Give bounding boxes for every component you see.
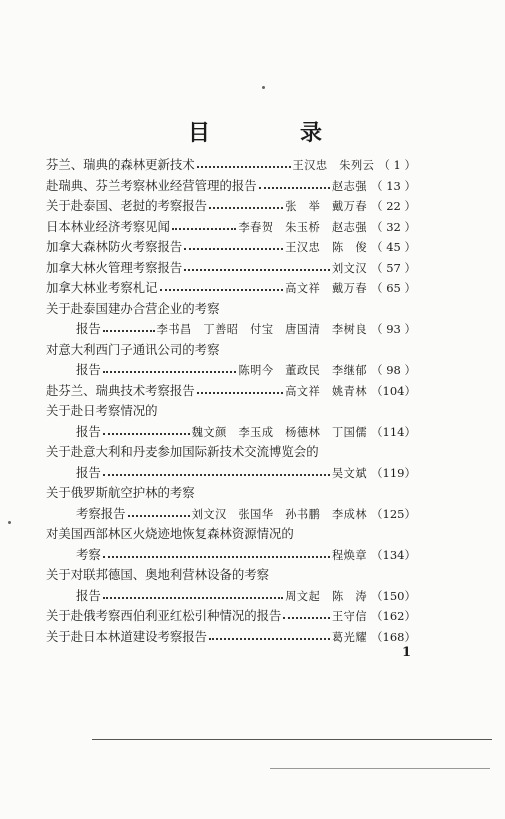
toc-entry-title: 报告 xyxy=(76,464,101,480)
toc-entry-authors: 高文祥 戴万春 xyxy=(285,282,368,295)
toc-entry xyxy=(46,565,416,586)
toc-entry-authors: 魏文颜 李玉成 杨德林 丁国儒 xyxy=(191,425,368,439)
toc-entry-authors: 赵志强 xyxy=(331,179,368,193)
dot-leader xyxy=(172,228,237,230)
toc-entry-title: 对美国西部林区火烧迹地恢复森林资源情况的 xyxy=(46,526,294,541)
toc-entry xyxy=(46,483,416,504)
toc-entry xyxy=(46,155,416,176)
toc-entry xyxy=(46,278,416,299)
dot-leader xyxy=(209,207,283,209)
toc-entry-authors: 周文起 陈 涛 xyxy=(285,589,368,603)
toc-entry-title: 芬兰、瑞典的森林更新技术 xyxy=(46,157,195,172)
toc-entry xyxy=(46,196,416,217)
toc-entry-authors: 王守信 xyxy=(331,610,368,623)
toc-entry-title: 加拿大森林防火考察报告 xyxy=(46,239,183,254)
toc-entry-title: 对意大利西门子通讯公司的考察 xyxy=(46,341,220,357)
dot-leader xyxy=(160,289,284,291)
toc-entry-title: 关于赴日考察情况的 xyxy=(46,403,158,418)
print-speck xyxy=(8,521,11,524)
toc-entry-authors: 李书昌 丁善昭 付宝 唐国清 李树良 xyxy=(156,323,368,336)
toc-entry xyxy=(46,381,416,402)
toc-entry-authors: 高文祥 姚青林 xyxy=(285,384,368,398)
toc-entry-title: 关于俄罗斯航空护林的考察 xyxy=(46,485,195,500)
toc-entry xyxy=(46,463,416,484)
toc-entry xyxy=(46,258,416,279)
dot-leader xyxy=(103,597,283,599)
dot-leader xyxy=(103,330,155,332)
dot-leader xyxy=(259,187,330,189)
toc-entry xyxy=(46,586,416,607)
toc-entry-page: （114） xyxy=(371,424,416,439)
toc-entry-title: 报告 xyxy=(76,321,101,336)
page-number: 1 xyxy=(402,645,412,660)
toc-entry-title: 考察 xyxy=(76,546,101,562)
toc-entry xyxy=(46,627,416,648)
bottom-rule-faint xyxy=(270,768,490,769)
bottom-rule xyxy=(92,739,492,740)
toc-entry-page: （ 32 ） xyxy=(371,219,416,234)
print-speck xyxy=(262,86,265,89)
toc-entry-title: 报告 xyxy=(76,362,101,377)
toc-entry-page: （104） xyxy=(371,383,416,398)
page-title: 目 录 xyxy=(188,120,357,146)
toc-entry xyxy=(46,545,416,566)
toc-entry-title: 关于赴泰国建办合营企业的考察 xyxy=(46,300,220,316)
toc-entry xyxy=(46,217,416,238)
toc-entry-title: 考察报告 xyxy=(76,505,126,521)
toc-entry-page: （134） xyxy=(371,547,416,562)
toc-entry xyxy=(46,360,416,381)
toc-entry-authors: 刘文汉 xyxy=(331,261,368,275)
toc-entry-title: 赴瑞典、芬兰考察林业经营管理的报告 xyxy=(46,177,257,193)
toc-entry-page: （125） xyxy=(371,506,416,521)
dot-leader xyxy=(103,433,190,435)
dot-leader xyxy=(197,166,291,168)
toc-entry-page: （ 93 ） xyxy=(371,322,416,336)
toc-entry-title: 加拿大林业考察札记 xyxy=(46,280,158,295)
toc-entry-page: （119） xyxy=(371,465,416,480)
dot-leader xyxy=(103,474,330,476)
dot-leader xyxy=(184,269,330,271)
toc-entry xyxy=(46,340,416,361)
toc-entry-page: （150） xyxy=(371,588,416,603)
toc-entry xyxy=(46,524,416,545)
dot-leader xyxy=(197,392,284,394)
toc-entry-page: （ 13 ） xyxy=(371,178,416,193)
table-of-contents xyxy=(46,155,416,647)
toc-entry-page: （168） xyxy=(371,629,416,644)
toc-entry-page: （ 45 ） xyxy=(371,240,416,254)
toc-entry-title: 关于赴日本林道建设考察报告 xyxy=(46,628,208,644)
toc-entry-authors: 陈明今 董政民 李继郁 xyxy=(238,364,368,377)
toc-entry-page: （ 57 ） xyxy=(371,260,416,275)
toc-entry-page: （ 1 ） xyxy=(378,158,416,172)
toc-entry xyxy=(46,442,416,463)
toc-entry xyxy=(46,401,416,422)
toc-entry-authors: 李春贺 朱玉桥 赵志强 xyxy=(238,220,368,234)
toc-entry xyxy=(46,299,416,320)
toc-entry-authors: 葛光耀 xyxy=(331,630,368,644)
dot-leader xyxy=(128,515,190,517)
toc-entry xyxy=(46,422,416,443)
toc-entry-title: 关于赴意大利和丹麦参加国际新技术交流博览会的 xyxy=(46,444,319,459)
dot-leader xyxy=(283,617,330,619)
toc-entry-page: （ 65 ） xyxy=(371,281,416,295)
toc-entry xyxy=(46,504,416,525)
toc-entry xyxy=(46,237,416,258)
toc-entry-title: 日本林业经济考察见闻 xyxy=(46,218,170,234)
dot-leader xyxy=(184,248,283,250)
toc-entry xyxy=(46,606,416,627)
dot-leader xyxy=(209,638,330,640)
toc-entry-title: 关于赴泰国、老挝的考察报告 xyxy=(46,198,208,213)
toc-entry-authors: 吴文斌 xyxy=(331,466,368,480)
toc-entry-authors: 王汉忠 朱列云 xyxy=(292,159,375,172)
toc-entry xyxy=(46,176,416,197)
toc-entry-title: 加拿大林火管理考察报告 xyxy=(46,259,183,275)
toc-entry-authors: 程焕章 xyxy=(331,548,368,562)
toc-entry-authors: 张 举 戴万春 xyxy=(285,200,368,213)
toc-entry-page: （162） xyxy=(371,609,416,623)
toc-entry-page: （ 98 ） xyxy=(371,363,416,377)
toc-entry-title: 关于赴俄考察西伯利亚红松引种情况的报告 xyxy=(46,608,282,623)
toc-entry-title: 关于对联邦德国、奥地利营林设备的考察 xyxy=(46,567,270,582)
toc-entry xyxy=(46,319,416,340)
dot-leader xyxy=(103,371,237,373)
toc-entry-title: 报告 xyxy=(76,423,101,439)
dot-leader xyxy=(103,556,330,558)
toc-entry-title: 报告 xyxy=(76,587,101,603)
toc-entry-authors: 王汉忠 陈 俊 xyxy=(285,241,368,254)
toc-entry-page: （ 22 ） xyxy=(371,199,416,213)
toc-entry-title: 赴芬兰、瑞典技术考察报告 xyxy=(46,382,195,398)
toc-entry-authors: 刘文汉 张国华 孙书鹏 李成林 xyxy=(191,507,368,521)
